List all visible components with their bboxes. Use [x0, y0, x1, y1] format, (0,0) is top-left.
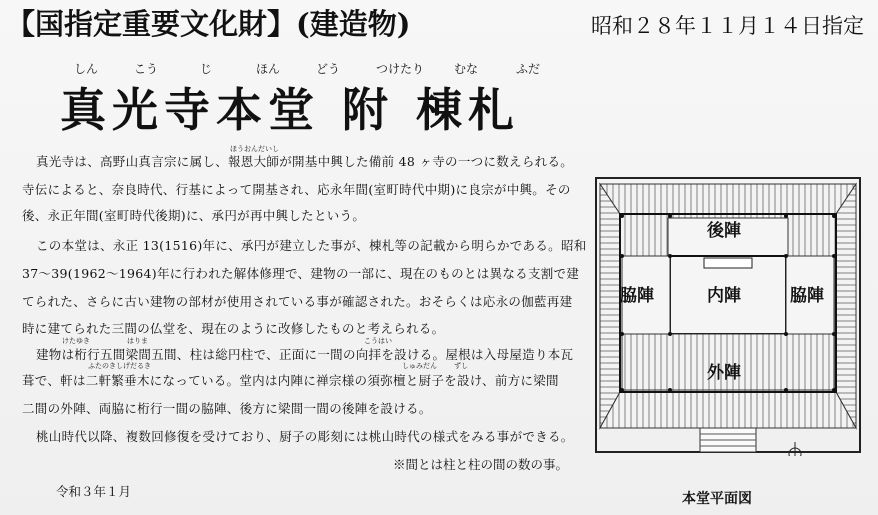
- plan-label-rear: 後陣: [707, 221, 741, 241]
- issue-date: 令和３年１月: [56, 484, 132, 499]
- ruby-annotation: ずし: [454, 362, 468, 370]
- ruby-annotation: けたゆき: [62, 337, 90, 345]
- ruby-annotation: ふたのきしげだるき: [88, 362, 151, 370]
- ruby-annotation: ほうおんだいし: [230, 145, 279, 153]
- plan-caption: 本堂平面図: [682, 491, 752, 507]
- body-line: 時に建てられた三間の仏堂を、現在のように改修したものと考えられる。: [22, 321, 445, 336]
- body-line: 葺で、軒は二軒繁垂木になっている。堂内は内陣に禅宗様の須弥檀と厨子を設け、前方に梁間: [22, 373, 559, 388]
- designation-heading: 【国指定重要文化財】(建造物): [6, 7, 411, 41]
- body-line: 37〜39(1962〜1964)年に行われた解体修理で、建物の一部に、現在のものとは異なる支割で建: [22, 266, 580, 281]
- body-line: 真光寺は、高野山真言宗に属し、報恩大師が開基中興した備前 48 ヶ寺の一つに数えられる。: [36, 154, 574, 169]
- footnote: ※間とは柱と柱の間の数の事。: [393, 457, 569, 472]
- ruby-annotation: こうはい: [364, 337, 392, 345]
- title-ruby: むな: [454, 62, 479, 76]
- title-ruby: ほん: [256, 62, 281, 76]
- title-ruby: どう: [316, 62, 341, 76]
- ruby-annotation: しゅみだん: [402, 362, 437, 370]
- body-line: てられた、さらに古い建物の部材が使用されている事が確認された。おそらくは応永の伽藍再建: [22, 294, 573, 309]
- plan-label-inner: 内陣: [707, 286, 741, 306]
- north-arrow-icon: [789, 442, 801, 456]
- plan-label-side-right: 脇陣: [790, 286, 824, 306]
- body-line: この本堂は、永正 13(1516)年に、承円が建立した事が、棟札等の記載から明らかである。昭和: [36, 238, 587, 253]
- plan-label-outer: 外陣: [707, 363, 741, 383]
- designation-date: 昭和２８年１１月１４日指定: [591, 14, 864, 38]
- ruby-annotation: はりま: [127, 337, 148, 345]
- body-line: 建物は桁行五間梁間五間、柱は総円柱で、正面に一間の向拝を設ける。屋根は入母屋造り本瓦: [36, 347, 574, 362]
- title-ruby: つけたり: [376, 62, 425, 76]
- body-line: 桃山時代以降、複数回修復を受けており、厨子の彫刻には桃山時代の様式をみる事ができる。: [36, 429, 574, 444]
- body-line: 二間の外陣、両脇に桁行一間の脇陣、後方に梁間一間の後陣を設ける。: [22, 401, 432, 416]
- body-line: 寺伝によると、奈良時代、行基によって開基され、応永年間(室町時代中期)に良宗が中興。その: [22, 182, 571, 197]
- title-ruby: こう: [134, 62, 159, 76]
- main-title: 真光寺本堂 附 棟札: [60, 83, 521, 137]
- title-ruby: ふだ: [516, 62, 541, 76]
- title-ruby: じ: [200, 62, 213, 76]
- plan-label-side-left: 脇陣: [620, 286, 654, 306]
- title-ruby: しん: [74, 62, 99, 76]
- body-line: 後、永正年間(室町時代後期)に、承円が再中興したという。: [22, 208, 366, 223]
